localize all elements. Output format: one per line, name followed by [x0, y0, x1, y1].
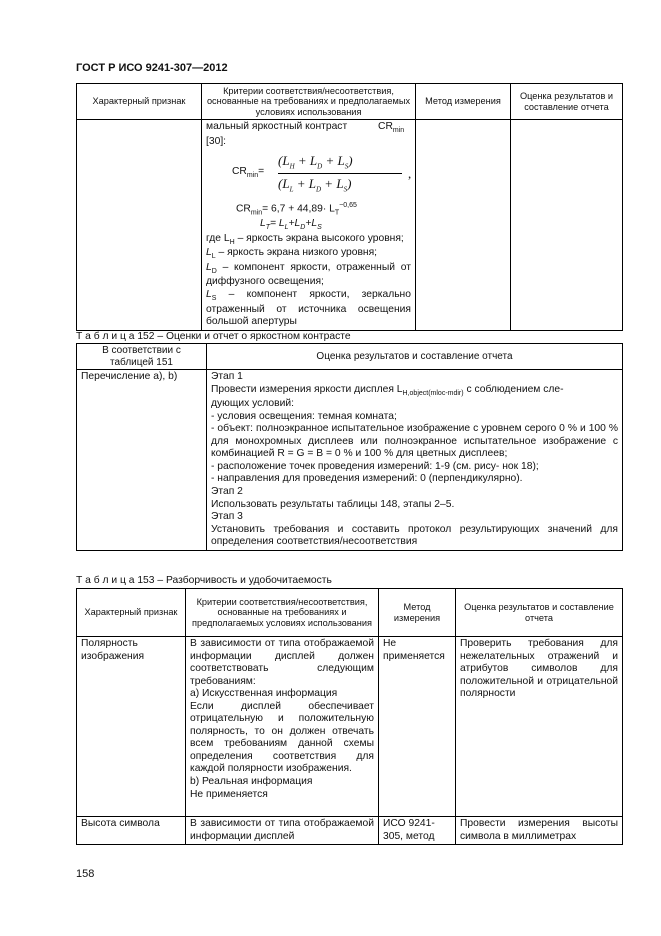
col-header-criteria: Критерии соответствия/несоответствия, основанные на требованиях и предполагаемых условиях использования — [186, 589, 379, 637]
formula-close: ) — [347, 176, 352, 192]
def-text: – компонент яркости, отраженный от диффузного освещения; — [206, 261, 411, 288]
cell-evaluation-empty — [511, 120, 623, 331]
cell-method-empty — [416, 120, 511, 331]
step-text: - расположение точек проведения измерений: 1-9 (см. рису- нок 18); — [211, 460, 539, 472]
cell-criteria: В зависимости от типа отображаемой информации дисплей должен соответствовать следующим требованиям: a) Искусственная информация Если дисплей обеспечивает отрицательную и положительную полярность, то он должен отвечать всем требованиям данной схемы определения соответствия для каждой полярности изображения. b) Реальная информация Не применяется — [186, 637, 379, 817]
step-text: - объект: полноэкранное испытательное изображение с уровнем серого 0 % и 100 % для монохромных дисплеев или полноэкранное испытательное изображение с комбинацией R = G = B = 0 % и 100 % для цветных дисплеев; — [211, 423, 618, 460]
def-ls: $L_S$ – компонент яркости, зеркально отраженный от источника освещения большой апертуры — [206, 288, 411, 328]
page-number: 158 — [76, 868, 95, 880]
step-text: Установить требования и составить протокол результирующих значений для определения соответствия/несоответствия — [211, 523, 618, 548]
formula-num: (L — [278, 153, 290, 169]
def-label: где L — [206, 232, 230, 244]
col-header-method: Метод измерения — [379, 589, 456, 637]
sub-h: H — [289, 162, 295, 171]
def-ll: $L_L$ – яркость экрана низкого уровня; — [206, 247, 378, 261]
sub-s: S — [344, 162, 349, 171]
formula-comma: , — [408, 166, 412, 182]
cr-formula — [232, 149, 411, 201]
cr-exponent: −0,65 — [339, 202, 357, 210]
formula-plus: + L — [325, 153, 345, 169]
col-header-ref: В соответствии с таблицей 151 — [77, 344, 207, 370]
fraction-bar — [278, 173, 402, 174]
sub-l: L — [289, 185, 294, 194]
formula-cr: CR — [232, 166, 247, 178]
table-152 — [76, 343, 623, 551]
cr-sub: min — [250, 209, 263, 217]
def-text: – яркость экрана низкого уровня; — [218, 247, 378, 259]
step-text: дующих условий: — [211, 398, 294, 410]
text-line: мальный яркостный контраст — [206, 121, 348, 132]
def-lh: где $L_H$ – яркость экрана высокого уровня; — [206, 232, 404, 246]
sub-s: S — [343, 185, 348, 194]
col-header-evaluation: Оценка результатов и составление отчета — [456, 589, 623, 637]
cr-symbol: CR — [378, 121, 393, 132]
cell-feature-empty — [77, 120, 202, 331]
reference: [30]: — [206, 135, 227, 147]
cr-equation: = 6,7 + 44,89· L — [262, 203, 335, 215]
table-continuation — [76, 83, 623, 331]
step-label: Этап 3 — [211, 511, 243, 523]
step-text: - направления для проведения измерений: 0 (перпендикулярно). — [211, 473, 523, 485]
cell-feature: Полярность изображения — [77, 637, 186, 817]
lum-sub: H,object(mloc-mdir) — [402, 389, 464, 397]
def-text: – компонент яркости, зеркально отраженный от источника освещения большой апертуры — [206, 288, 411, 328]
cell-method: Не применяется — [379, 637, 456, 817]
step-text: с соблюдением сле- — [463, 383, 564, 395]
def-ld: $L_D$ – компонент яркости, отраженный от диффузного освещения; — [206, 261, 411, 288]
formula-cr-sub: min — [246, 172, 259, 180]
formula-close: ) — [348, 153, 353, 169]
col-header-feature: Характерный признак — [77, 84, 202, 120]
step-text: - условия освещения: темная комната; — [211, 410, 397, 422]
table-153 — [76, 588, 623, 845]
sub-d: D — [317, 162, 323, 171]
formula-plus: + L — [297, 153, 318, 169]
cell-criteria-contrast: мальный яркостный контраст $CR_{min}$ [30]: $CR_{min}=$ $(L_H + L_D + L_S)$ $(L_L + L_D + L_S)$ , $CR_{min}= 6,7 + 44,89\cdot L_T^{-0,65}$ $L_T= L_L+L_D+L_S$ где $L_H$ – яркость экрана высокого уровня; $L_L$ – яркость экрана низкого уровня; $L_D$ – компонент яркости, отраженный от диффузного освещения; $L_S$ – компонент яркости, зеркально отраженный от источника освещения большой апертуры — [202, 120, 416, 331]
col-header-method: Метод измерения — [416, 84, 511, 120]
document-header: ГОСТ Р ИСО 9241-307—2012 — [76, 62, 228, 74]
step-text: Провести измерения яркости дисплея L — [211, 383, 403, 395]
formula-den: (L — [278, 176, 290, 192]
formula-plus: + L — [324, 176, 344, 192]
table-152-caption: Т а б л и ц а 152 – Оценки и отчет о яркостном контрасте — [76, 331, 351, 342]
cr-symbol: CR — [236, 203, 251, 215]
cell-enumeration: Перечисление a), b) — [77, 370, 207, 551]
sub-d: D — [315, 185, 322, 194]
step-label: Этап 1 — [211, 371, 243, 382]
formula-eq: = — [258, 166, 265, 178]
cell-evaluation: Проверить требования для нежелательных отражений и атрибутов символов для положительной и отрицательной полярности — [456, 637, 623, 817]
step-label: Этап 2 — [211, 485, 243, 497]
cell-evaluation: Провести измерения высоты символа в миллиметрах — [456, 817, 623, 845]
table-153-caption: Т а б л и ц а 153 – Разборчивость и удобочитаемость — [76, 575, 332, 586]
cell-criteria: В зависимости от типа отображаемой информации дисплей — [186, 817, 379, 845]
cell-feature: Высота символа — [77, 817, 186, 845]
col-header-evaluation: Оценка результатов и составление отчета — [207, 344, 623, 370]
cell-evaluation-steps — [207, 370, 623, 551]
cr-sub: min — [392, 127, 405, 135]
col-header-feature: Характерный признак — [77, 589, 186, 637]
cell-method: ИСО 9241-305, метод — [379, 817, 456, 845]
step-text: Использовать результаты таблицы 148, этапы 2–5. — [211, 498, 455, 510]
col-header-evaluation: Оценка результатов и составление отчета — [511, 84, 623, 120]
lt-equation: = L — [270, 218, 285, 230]
formula-plus: + L — [296, 176, 316, 192]
col-header-criteria: Критерии соответствия/несоответствия, основанные на требованиях и предполагаемых условиях использования — [202, 84, 416, 120]
def-text: – яркость экрана высокого уровня; — [237, 232, 404, 244]
